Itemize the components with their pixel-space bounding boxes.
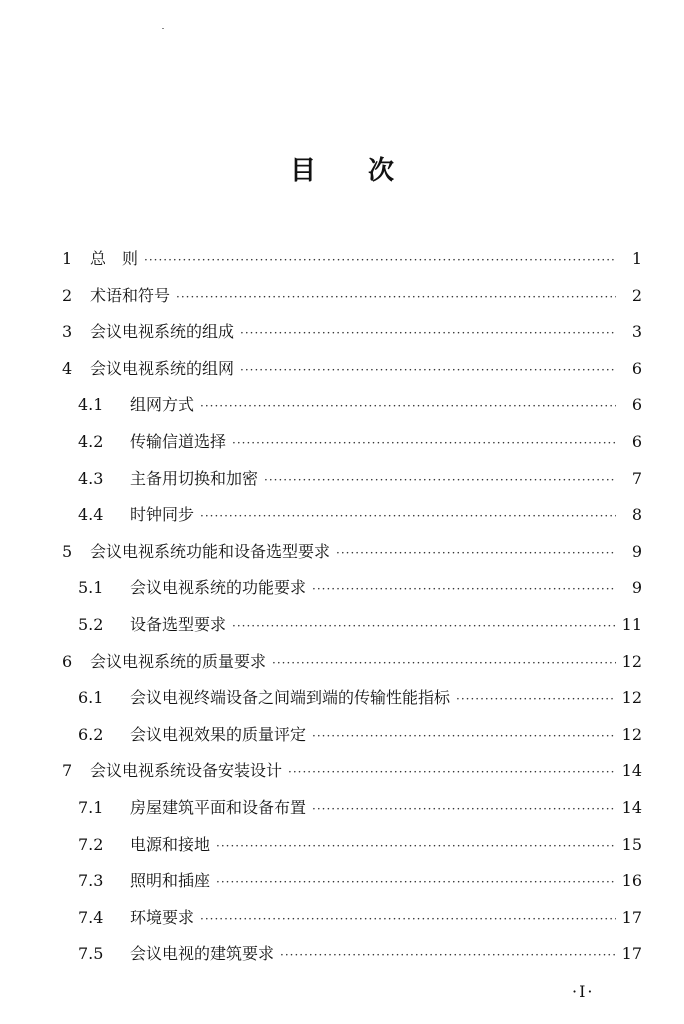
dot-leader xyxy=(216,874,616,890)
toc-entry[interactable] xyxy=(62,502,642,539)
toc-entry[interactable] xyxy=(62,575,642,612)
dot-leader xyxy=(312,728,616,744)
toc-entry-page: 12 xyxy=(621,651,642,671)
toc-entry-page: 7 xyxy=(631,468,642,488)
toc-entry-page: 9 xyxy=(631,541,642,561)
toc-entry-number: 7 xyxy=(62,761,73,781)
dot-leader xyxy=(200,508,616,524)
toc-entry-page: 17 xyxy=(621,944,642,964)
toc-entry-label: 传输信道选择 xyxy=(130,431,227,451)
toc-entry[interactable] xyxy=(62,649,642,686)
toc-entry-page: 8 xyxy=(631,505,642,525)
toc-entry-label: 术语和符号 xyxy=(90,285,171,305)
dot-leader xyxy=(240,362,616,378)
toc-entry-page: 11 xyxy=(621,614,642,634)
dot-leader xyxy=(272,655,616,671)
toc-entry-number: 7.3 xyxy=(78,871,104,891)
toc-entry-label: 会议电视系统的质量要求 xyxy=(90,651,267,671)
dot-leader xyxy=(232,618,616,634)
toc-entry-page: 16 xyxy=(621,871,642,891)
toc-entry-number: 4.1 xyxy=(78,395,104,415)
toc-entry-label: 会议电视系统的功能要求 xyxy=(130,578,307,598)
dot-leader xyxy=(264,472,616,488)
toc-entry[interactable] xyxy=(62,685,642,722)
toc-entry-number: 6.1 xyxy=(78,688,104,708)
toc-entry-page: 1 xyxy=(631,249,642,268)
toc-entry-page: 12 xyxy=(621,724,642,744)
toc-entry-label: 照明和插座 xyxy=(130,871,211,891)
scan-speck xyxy=(162,28,164,29)
toc-entry[interactable] xyxy=(62,356,642,393)
dot-leader xyxy=(312,581,616,597)
page-number-footer: ·Ⅰ· xyxy=(572,982,595,1001)
toc-entry[interactable] xyxy=(62,758,642,795)
toc-entry-number: 5.2 xyxy=(78,614,104,634)
toc-entry-number: 2 xyxy=(62,285,73,305)
page-title: 目次 xyxy=(289,156,446,186)
toc-entry-label: 会议电视系统的组成 xyxy=(90,322,235,342)
toc-entry-label: 会议电视系统的组网 xyxy=(90,358,235,378)
toc-entry[interactable] xyxy=(62,319,642,356)
toc-entry[interactable] xyxy=(62,722,642,759)
table-of-contents xyxy=(62,246,642,978)
dot-leader xyxy=(144,252,616,268)
toc-entry-page: 6 xyxy=(631,431,642,451)
toc-entry-number: 7.1 xyxy=(78,797,104,817)
toc-entry-page: 15 xyxy=(621,834,642,854)
toc-entry-label: 时钟同步 xyxy=(130,505,195,525)
toc-entry-number: 1 xyxy=(62,249,73,268)
toc-entry-label: 房屋建筑平面和设备布置 xyxy=(130,797,307,817)
toc-entry[interactable] xyxy=(62,832,642,869)
dot-leader xyxy=(240,325,616,341)
toc-entry-number: 6 xyxy=(62,651,73,671)
toc-entry-label: 会议电视系统功能和设备选型要求 xyxy=(90,541,331,561)
toc-entry[interactable] xyxy=(62,246,642,283)
toc-entry-number: 4.2 xyxy=(78,431,104,451)
dot-leader xyxy=(312,801,616,817)
toc-entry-label: 设备选型要求 xyxy=(130,614,227,634)
dot-leader xyxy=(456,691,616,707)
toc-entry-page: 6 xyxy=(631,395,642,415)
toc-entry-number: 5.1 xyxy=(78,578,104,598)
toc-entry-label: 主备用切换和加密 xyxy=(130,468,259,488)
toc-entry[interactable] xyxy=(62,612,642,649)
toc-entry[interactable] xyxy=(62,466,642,503)
toc-entry-page: 17 xyxy=(621,907,642,927)
toc-entry-page: 14 xyxy=(621,761,642,781)
toc-entry-label: 组网方式 xyxy=(130,395,195,415)
toc-entry[interactable] xyxy=(62,905,642,942)
toc-entry-number: 3 xyxy=(62,322,73,342)
toc-entry-page: 6 xyxy=(631,358,642,378)
toc-entry[interactable] xyxy=(62,392,642,429)
toc-entry[interactable] xyxy=(62,283,642,320)
toc-entry-label: 会议电视效果的质量评定 xyxy=(130,724,307,744)
toc-entry-page: 3 xyxy=(631,322,642,342)
toc-entry-number: 4.3 xyxy=(78,468,104,488)
toc-entry-page: 14 xyxy=(621,797,642,817)
toc-entry-label: 电源和接地 xyxy=(130,834,211,854)
dot-leader xyxy=(232,435,616,451)
toc-entry-label: 总 则 xyxy=(90,249,139,268)
toc-entry-number: 7.4 xyxy=(78,907,104,927)
toc-entry-number: 4 xyxy=(62,358,73,378)
toc-entry-number: 6.2 xyxy=(78,724,104,744)
toc-entry[interactable] xyxy=(62,868,642,905)
dot-leader xyxy=(216,838,616,854)
toc-entry-number: 5 xyxy=(62,541,73,561)
toc-entry-page: 9 xyxy=(631,578,642,598)
toc-entry[interactable] xyxy=(62,429,642,466)
dot-leader xyxy=(280,947,616,963)
toc-entry-label: 会议电视系统设备安装设计 xyxy=(90,761,283,781)
dot-leader xyxy=(176,289,616,305)
toc-entry-number: 4.4 xyxy=(78,505,104,525)
toc-entry[interactable] xyxy=(62,539,642,576)
toc-entry-page: 2 xyxy=(631,285,642,305)
toc-entry-label: 环境要求 xyxy=(130,907,195,927)
dot-leader xyxy=(200,911,616,927)
dot-leader xyxy=(200,398,616,414)
toc-entry-page: 12 xyxy=(621,688,642,708)
dot-leader xyxy=(288,764,616,780)
dot-leader xyxy=(336,545,616,561)
toc-entry-label: 会议电视终端设备之间端到端的传输性能指标 xyxy=(130,688,451,708)
toc-entry[interactable] xyxy=(62,941,642,978)
toc-entry-label: 会议电视的建筑要求 xyxy=(130,944,275,964)
toc-entry-number: 7.5 xyxy=(78,944,104,964)
toc-entry[interactable] xyxy=(62,795,642,832)
toc-entry-number: 7.2 xyxy=(78,834,104,854)
